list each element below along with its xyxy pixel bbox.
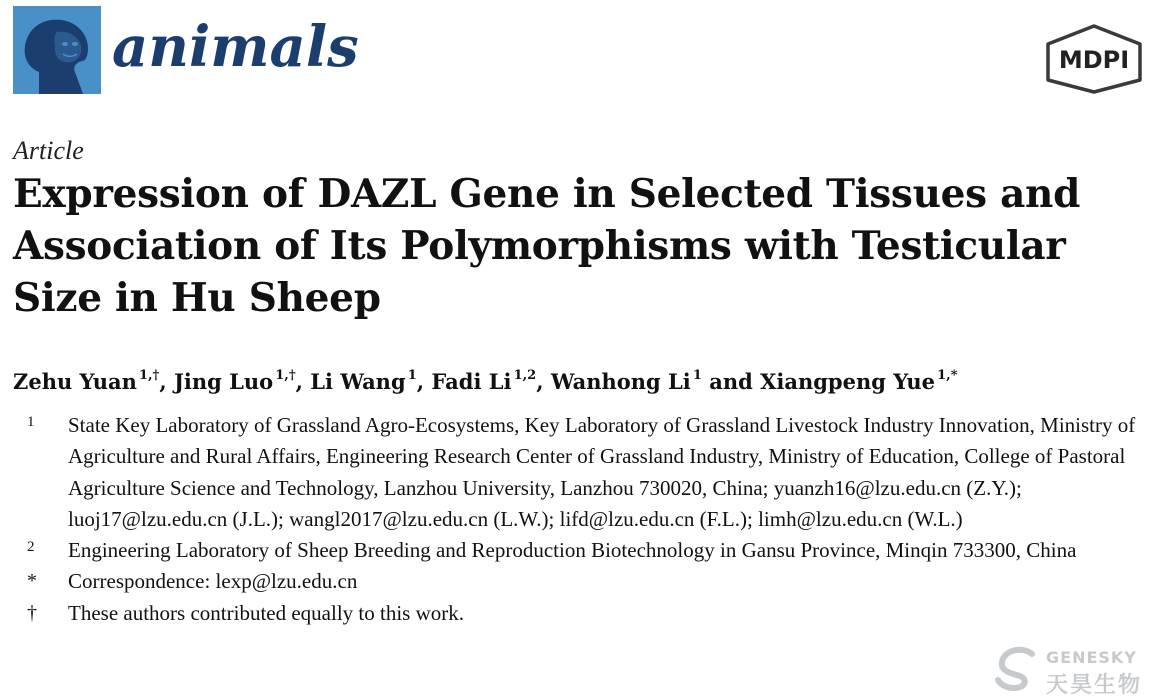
author-separator: , — [416, 369, 432, 394]
author-separator: , — [536, 369, 551, 394]
author-separator: , — [159, 369, 174, 394]
author-affil-sup: 1,† — [138, 368, 160, 383]
author-name[interactable]: Fadi Li — [431, 369, 512, 394]
author-name[interactable]: Zehu Yuan — [13, 369, 137, 394]
author-name[interactable]: Li Wang — [310, 369, 406, 394]
watermark-en: GENESKY — [1046, 648, 1137, 667]
author-affil-sup: 1,* — [937, 368, 958, 383]
mdpi-hexagon-logo — [1040, 24, 1148, 94]
author-name[interactable]: Xiangpeng Yue — [760, 369, 936, 394]
author-separator: , — [295, 369, 311, 394]
equal-contribution-note — [13, 598, 1163, 629]
affiliation-mark: 1 — [27, 414, 35, 430]
author-affil-sup: 1 — [692, 368, 702, 383]
author-affil-sup: 1,2 — [513, 368, 537, 383]
article-type: Article — [13, 136, 84, 165]
watermark-cn: 天昊生物 — [1046, 673, 1143, 698]
affiliation-text: State Key Laboratory of Grassland Agro-Ecosystems, Key Laboratory of Grassland Livestock Industry Innovation, Ministry of Agriculture and Rural Affairs, Engineering Research Center of Grassland Industry, Ministry of Education, College of Pastoral Agriculture Science and Technology, Lanzhou University, Lanzhou 730020, China; yuanzh16@lzu.edu.cn (Z.Y.); luoj17@lzu.edu.cn (J.L.); wangl2017@lzu.edu.cn (L.W.); lifd@lzu.edu.cn (F.L.); limh@lzu.edu.cn (W.L.) — [68, 413, 1136, 531]
equal-contribution-text: These authors contributed equally to this work. — [68, 600, 464, 625]
affiliation-mark: 2 — [27, 539, 35, 556]
correspondence-text[interactable]: Correspondence: lexp@lzu.edu.cn — [68, 569, 358, 594]
journal-name: animals — [112, 14, 359, 80]
affiliation-item — [13, 535, 1163, 566]
author-affil-sup: 1,† — [275, 368, 296, 383]
dagger-mark: † — [27, 601, 37, 624]
author-affil-sup: 1 — [407, 368, 417, 383]
genesky-watermark — [990, 642, 1160, 696]
mdpi-logo-text: MDPI — [1058, 46, 1130, 74]
author-separator: and — [701, 369, 761, 394]
author-name[interactable]: Wanhong Li — [550, 369, 691, 394]
article-title: Expression of DAZL Gene in Selected Tissues and Association of Its Polymorphisms with Testicular Size in Hu Sheep — [13, 171, 1081, 321]
author-list — [13, 362, 1163, 398]
journal-logo — [13, 6, 101, 94]
author-name[interactable]: Jing Luo — [173, 369, 274, 394]
affiliation-item — [13, 410, 1163, 535]
correspondence-item — [13, 566, 1163, 597]
affiliation-list — [13, 410, 1163, 629]
gorilla-logo-icon — [13, 6, 101, 94]
swirl-logo-icon — [992, 644, 1042, 694]
correspondence-mark: * — [27, 570, 37, 593]
affiliation-text: Engineering Laboratory of Sheep Breeding and Reproduction Biotechnology in Gansu Province, Minqin 733300, China — [68, 538, 1077, 563]
